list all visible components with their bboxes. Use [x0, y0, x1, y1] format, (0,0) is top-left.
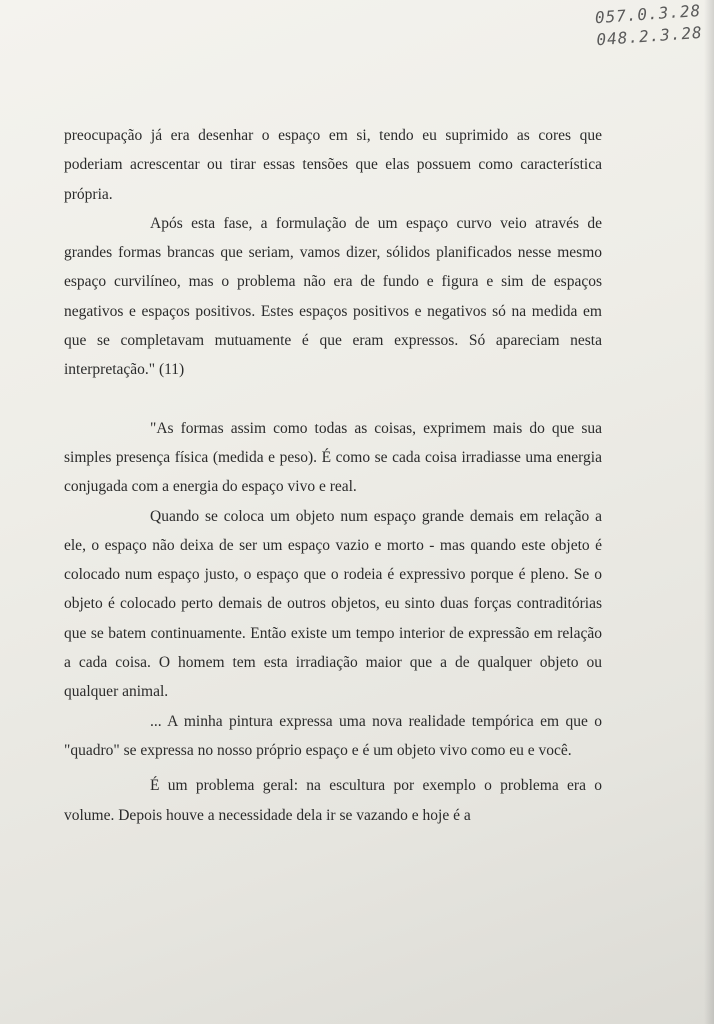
paragraph: Após esta fase, a formulação de um espaço curvo veio através de grandes formas brancas que seriam, vamos dizer, sólidos planificados nesse mesmo espaço curvilíneo, mas o problema não era de fundo e figura e sim de espaços negativos e espaços positivos. Estes espaços positivos e negativos só na medida em que se completavam mutuamente é que eram expressos. Só apareciam nesta interpretação." (11) [64, 214, 602, 379]
paragraph-quote: "As formas assim como todas as coisas, exprimem mais do que sua simples presença física (medida e peso). É como se cada coisa irradiasse uma energia conjugada com a energia do espaço vivo e real. [64, 419, 602, 496]
paragraph-spacer [64, 385, 602, 414]
paragraph-continued: preocupação já era desenhar o espaço em si, tendo eu suprimido as cores que poderiam acrescentar ou tirar essas tensões que elas possuem como característica própria. [64, 127, 602, 203]
handwritten-reference-codes [581, 0, 704, 52]
page-edge-shadow [704, 0, 714, 1024]
body-text [64, 121, 602, 830]
reference-code: 057.0.3.28 [594, 0, 702, 28]
reference-code: 048.2.3.28 [595, 22, 704, 50]
paragraph: Quando se coloca um objeto num espaço grande demais em relação a ele, o espaço não deixa de ser um espaço vazio e morto - mas quando este objeto é colocado num espaço justo, o espaço que o rodeia é expressivo porque é pleno. Se o objeto é colocado perto demais de outros objetos, eu sinto duas forças contraditórias que se batem continuamente. Então existe um tempo interior de expressão em relação a cada coisa. O homem tem esta irradiação maior que a de qualquer objeto ou qualquer animal. [64, 507, 602, 701]
paragraph: É um problema geral: na escultura por exemplo o problema era o volume. Depois houve a necessidade dela ir se vazando e hoje é a [64, 777, 602, 824]
paragraph: ... A minha pintura expressa uma nova realidade tempórica em que o "quadro" se expressa no nosso próprio espaço e é um objeto vivo como eu e você. [64, 712, 602, 759]
